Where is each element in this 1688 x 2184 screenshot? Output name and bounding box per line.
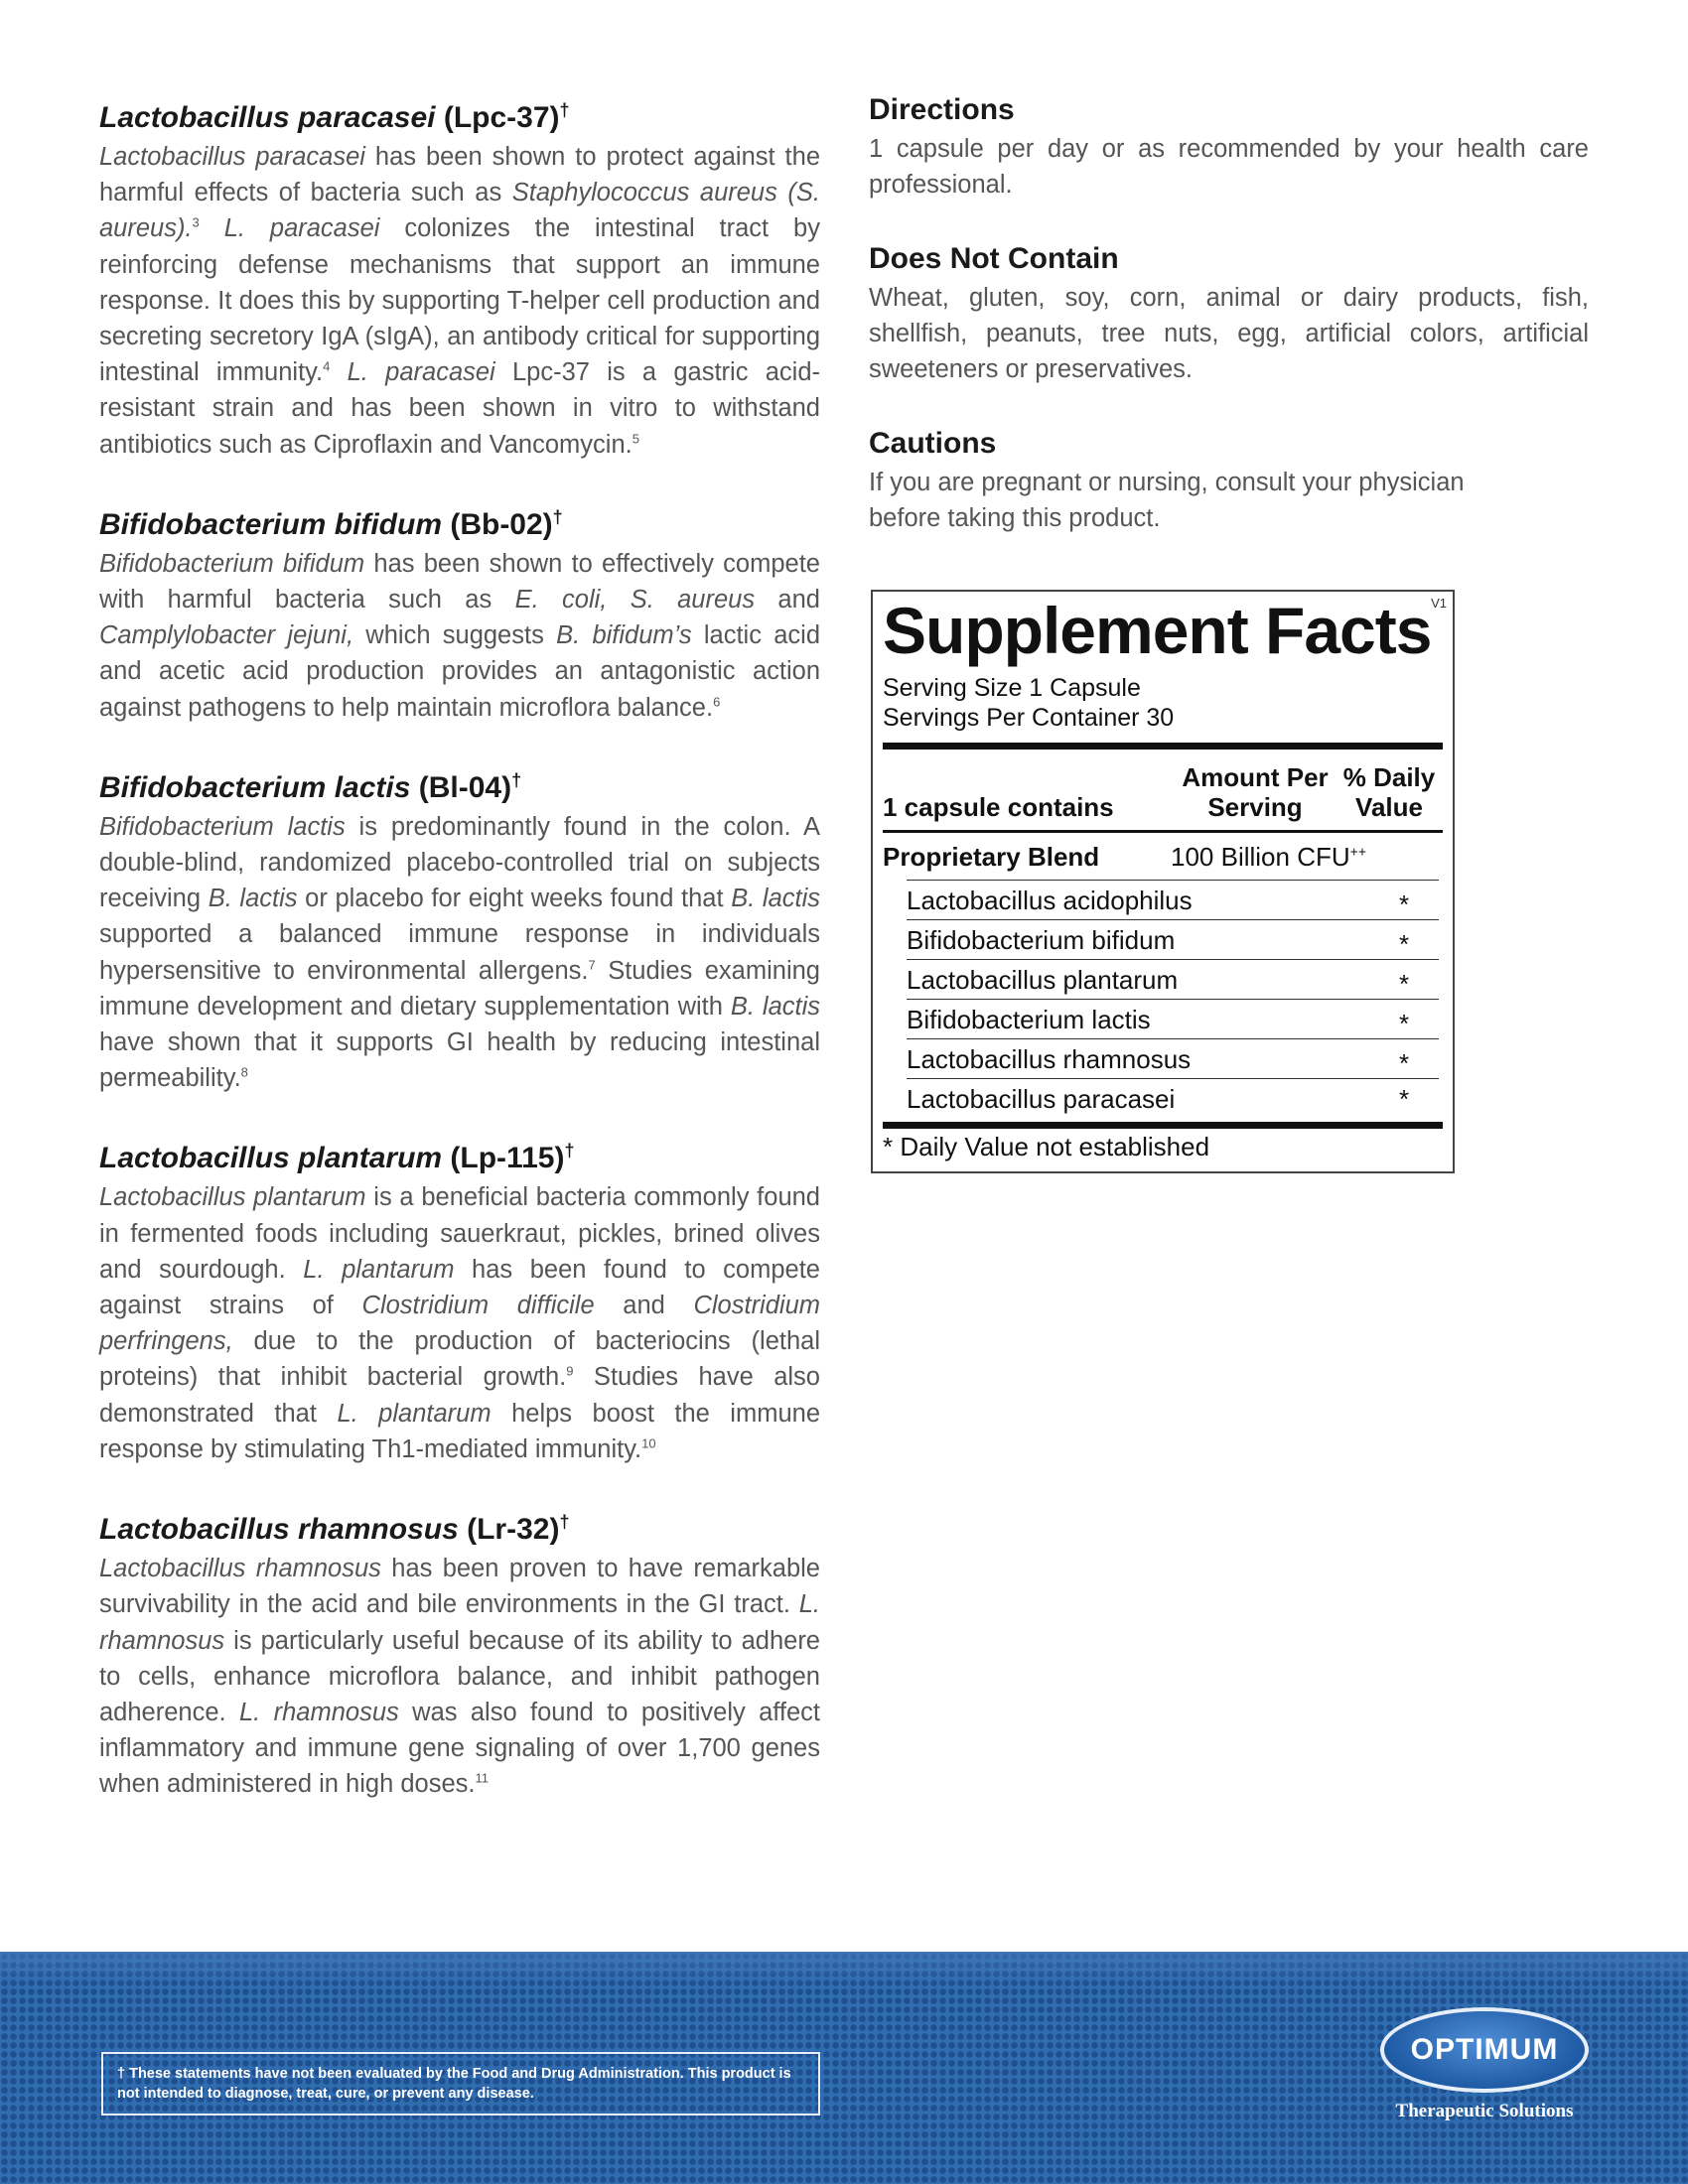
section-directions <box>869 91 1589 203</box>
section-plantarum <box>99 1132 820 1467</box>
section-body: Lactobacillus paracasei has been shown to protect against the harmful effects of bacteria such as Staphylococcus aureus (S. aureus).$^3$ L. paracasei colonizes the intestinal tract by reinforcing defense mechanisms that support an immune response. It does this by supporting T-helper cell production and secreting secretory IgA (sIgA), an antibody critical for supporting intestinal immunity.$^4$ L. paracasei Lpc-37 is a gastric acid-resistant strain and has been shown in vitro to withstand antibiotics such as Ciproflaxin and Vancomycin.$^5$ <box>99 143 820 459</box>
ingredient-name: Bifidobacterium lactis <box>907 1005 1151 1034</box>
ingredient-dv: * <box>1399 889 1410 919</box>
divider-thick <box>883 743 1443 750</box>
section-heading: Lactobacillus paracasei (Lpc-37)† <box>99 100 570 134</box>
divider-row <box>907 959 1439 960</box>
section-body: Bifidobacterium lactis is predominantly found in the colon. A double-blind, randomized placebo-controlled trial on subjects receiving B. lactis or placebo for eight weeks found that B. lactis supported a balanced immune response in individuals hypersensitive to environmental allergens.$^7$ Studies examining immune development and dietary supplementation with B. lactis have shown that it supports GI health by reducing intestinal permeability.$^8$ <box>99 812 821 1093</box>
facts-footnote: * Daily Value not established <box>883 1132 1210 1161</box>
col-dv-line2: Value <box>1355 792 1423 822</box>
divider-row <box>907 880 1439 881</box>
facts-title: Supplement Facts <box>883 594 1432 667</box>
section-body: 1 capsule per day or as recommended by your health care professional. <box>869 135 1589 199</box>
ingredient-name: Lactobacillus rhamnosus <box>907 1044 1192 1074</box>
ingredient-dv: * <box>1399 969 1410 999</box>
logo-text: OPTIMUM <box>1410 2033 1559 2066</box>
ingredient-name: Lactobacillus acidophilus <box>907 886 1193 915</box>
section-paracasei <box>99 91 820 463</box>
section-lactis <box>99 761 820 1097</box>
section-body: Lactobacillus rhamnosus has been proven to have remarkable survivability in the acid and bile environments in the GI tract. L. rhamnosus is particularly useful because of its ability to adhere to cells, enhance microflora balance, and inhibit pathogen adherence. L. rhamnosus was also found to positively affect inflammatory and immune gene signaling of over 1,700 genes when administered in high doses.$^{11}$ <box>99 1555 821 1799</box>
section-bifidum <box>99 498 820 726</box>
section-rhamnosus <box>99 1503 820 1802</box>
optimum-logo <box>1380 2007 1589 2093</box>
ingredient-dv: * <box>1399 1084 1410 1114</box>
disclaimer-line: not intended to diagnose, treat, cure, or prevent any disease. <box>117 2086 534 2102</box>
section-body: Lactobacillus plantarum is a beneficial bacteria commonly found in fermented foods including sauerkraut, pickles, brined olives and sourdough. L. plantarum has been found to compete against strains of Clostridium difficile and Clostridium perfringens, due to the production of bacteriocins (lethal proteins) that inhibit bacterial growth.$^9$ Studies have also demonstrated that L. plantarum helps boost the immune response by stimulating Th1-mediated immunity.$^{10}$ <box>99 1183 821 1463</box>
serving-size: Serving Size 1 Capsule <box>883 674 1141 702</box>
ingredient-dv: * <box>1399 1048 1410 1078</box>
divider-thick <box>883 1122 1443 1129</box>
divider-row <box>907 1038 1439 1039</box>
col-amount <box>1181 762 1330 822</box>
section-heading: Directions <box>869 93 1015 126</box>
serving-info <box>883 673 1174 733</box>
section-heading: Does Not Contain <box>869 242 1119 275</box>
section-heading: Lactobacillus plantarum (Lp-115)† <box>99 1141 575 1175</box>
footer-band-highlight <box>0 1952 1688 1985</box>
section-heading: Lactobacillus rhamnosus (Lr-32)† <box>99 1512 570 1547</box>
divider-row <box>907 919 1439 920</box>
divider-row <box>907 1078 1439 1079</box>
section-body: Wheat, gluten, soy, corn, animal or dairy products, fish, shellfish, peanuts, tree nuts, egg, artificial colors, artificial sweeteners or preservatives. <box>869 284 1589 383</box>
fda-disclaimer <box>101 2052 820 2116</box>
disclaimer-line: † These statements have not been evaluated by the Food and Drug Administration. This product is <box>117 2066 791 2082</box>
ingredient-name: Bifidobacterium bifidum <box>907 925 1176 955</box>
blend-amount: 100 Billion CFU++ <box>1171 842 1366 872</box>
section-heading: Cautions <box>869 427 997 460</box>
divider-row <box>907 999 1439 1000</box>
supplement-facts-panel <box>871 590 1455 1173</box>
section-heading: Bifidobacterium lactis (Bl-04)† <box>99 769 522 804</box>
ingredient-dv: * <box>1399 1009 1410 1038</box>
servings-per-container: Servings Per Container 30 <box>883 704 1175 732</box>
section-body: If you are pregnant or nursing, consult your physician before taking this product. <box>869 469 1465 532</box>
col-amount-line2: Serving <box>1207 792 1303 822</box>
ingredient-name: Lactobacillus plantarum <box>907 965 1179 995</box>
divider-header <box>883 830 1443 833</box>
section-does-not-contain <box>869 240 1589 387</box>
col-daily-value <box>1339 762 1439 822</box>
section-heading: Bifidobacterium bifidum (Bb-02)† <box>99 506 563 541</box>
blend-name: Proprietary Blend <box>883 842 1100 872</box>
ingredient-dv: * <box>1399 929 1410 959</box>
col-amount-line1: Amount Per <box>1182 762 1329 792</box>
version-label: V1 <box>1431 596 1447 611</box>
col-dv-line1: % Daily <box>1342 762 1436 792</box>
col-contains: 1 capsule contains <box>883 792 1114 822</box>
logo-tagline: Therapeutic Solutions <box>1395 2101 1574 2121</box>
ingredient-name: Lactobacillus paracasei <box>907 1084 1176 1114</box>
right-column <box>869 91 1589 574</box>
section-cautions <box>869 425 1589 536</box>
left-column <box>99 91 820 1839</box>
section-body: Bifidobacterium bifidum has been shown to effectively compete with harmful bacteria such as E. coli, S. aureus and Camplylobacter jejuni, which suggests B. bifidum’s lactic acid and acetic acid production provides an antagonistic action against pathogens to help maintain microflora balance.$^6$ <box>99 549 821 722</box>
